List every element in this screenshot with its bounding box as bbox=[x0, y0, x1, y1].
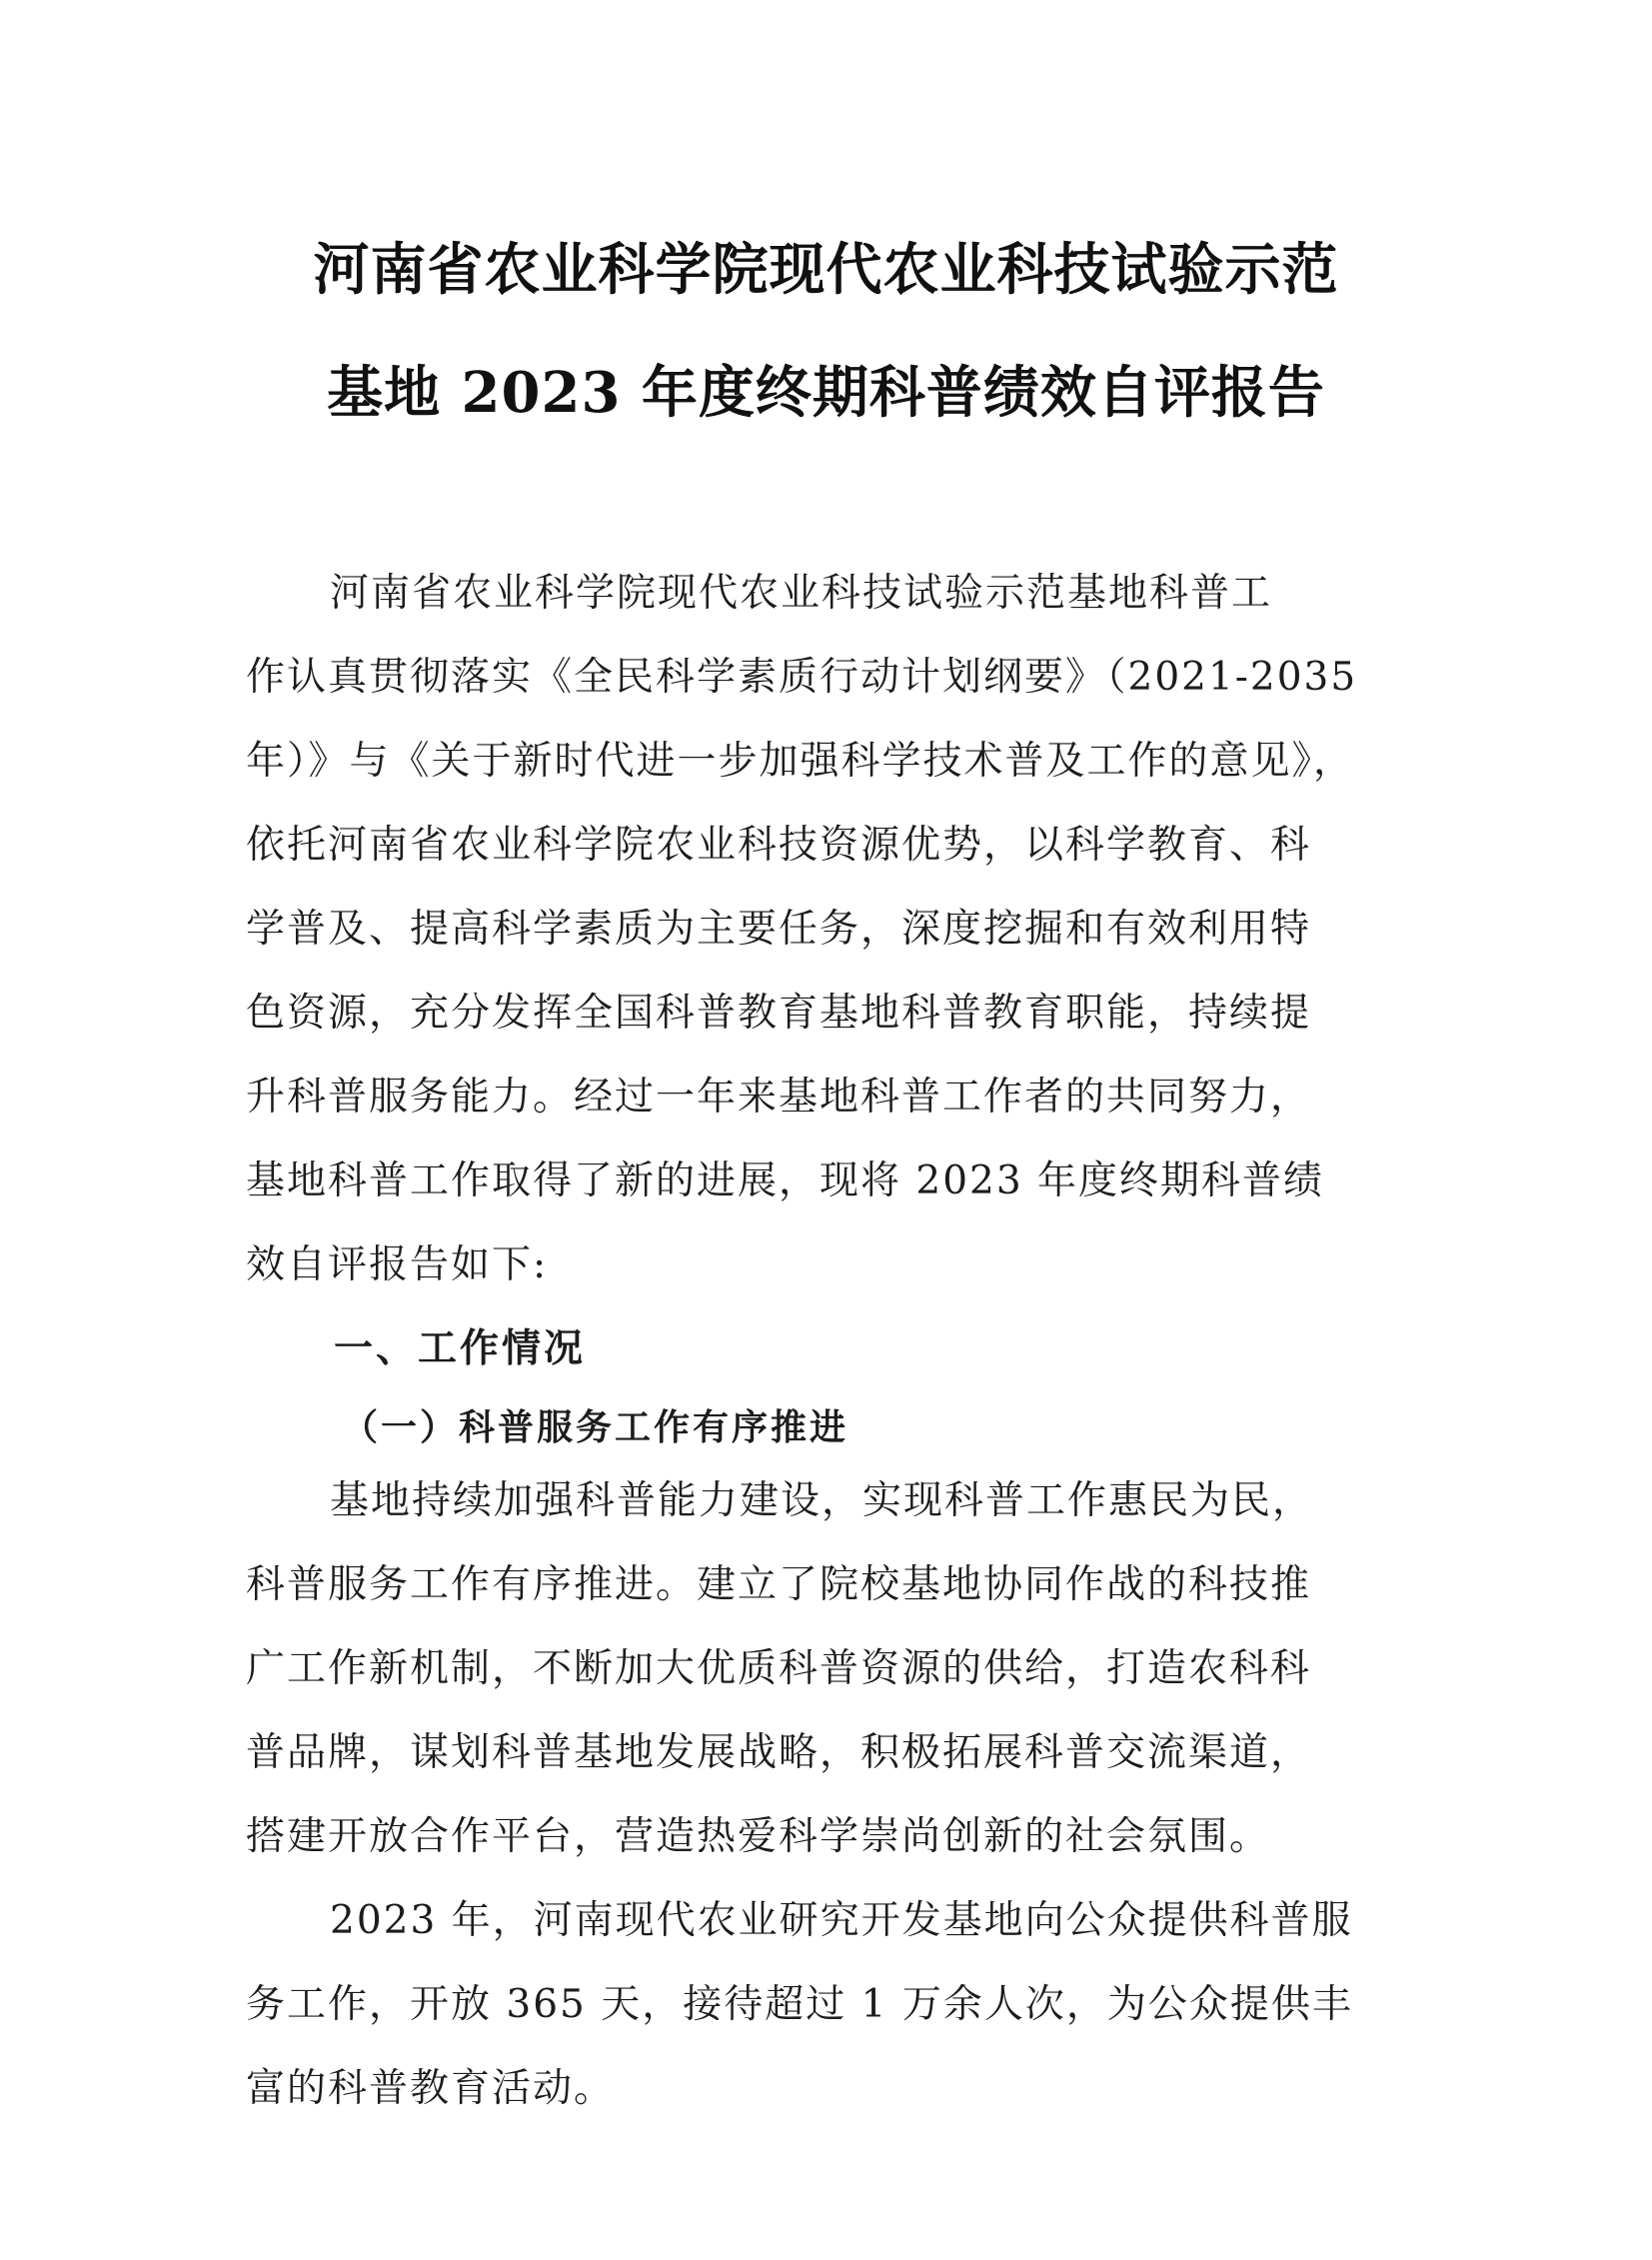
paragraph-line: 2023 年，河南现代农业研究开发基地向公众提供科普服 bbox=[330, 1898, 1353, 1943]
intro-line: 升科普服务能力。经过一年来基地科普工作者的共同努力， bbox=[246, 1075, 1312, 1120]
intro-line: 河南省农业科学院现代农业科技试验示范基地科普工 bbox=[330, 571, 1273, 616]
intro-line: 年）》与《关于新时代进一步加强科学技术普及工作的意见》， bbox=[246, 739, 1355, 784]
paragraph-line: 搭建开放合作平台，营造热爱科学崇尚创新的社会氛围。 bbox=[246, 1814, 1271, 1859]
paragraph-line: 务工作，开放 365 天，接待超过 1 万余人次，为公众提供丰 bbox=[246, 1982, 1353, 2027]
intro-line: 色资源，充分发挥全国科普教育基地科普教育职能，持续提 bbox=[246, 991, 1312, 1036]
paragraph-line: 科普服务工作有序推进。建立了院校基地协同作战的科技推 bbox=[246, 1562, 1312, 1607]
document-title-line-2: 基地 2023 年度终期科普绩效自评报告 bbox=[327, 360, 1325, 426]
document-title-line-1: 河南省农业科学院现代农业科技试验示范 bbox=[313, 237, 1339, 303]
section-heading: 一、工作情况 bbox=[334, 1326, 587, 1371]
intro-line: 基地科普工作取得了新的进展，现将 2023 年度终期科普绩 bbox=[246, 1158, 1325, 1203]
paragraph-line: 基地持续加强科普能力建设，实现科普工作惠民为民， bbox=[330, 1478, 1314, 1523]
paragraph-line: 富的科普教育活动。 bbox=[246, 2066, 616, 2111]
intro-line: 效自评报告如下: bbox=[246, 1242, 549, 1287]
subsection-heading: （一）科普服务工作有序推进 bbox=[342, 1406, 849, 1448]
paragraph-line: 广工作新机制，不断加大优质科普资源的供给，打造农科科 bbox=[246, 1646, 1312, 1691]
intro-line: 学普及、提高科学素质为主要任务，深度挖掘和有效利用特 bbox=[246, 907, 1312, 952]
intro-line: 依托河南省农业科学院农业科技资源优势，以科学教育、科 bbox=[246, 823, 1312, 868]
intro-line: 作认真贯彻落实《全民科学素质行动计划纲要》（2021-2035 bbox=[246, 655, 1358, 700]
paragraph-line: 普品牌，谋划科普基地发展战略，积极拓展科普交流渠道， bbox=[246, 1730, 1312, 1775]
